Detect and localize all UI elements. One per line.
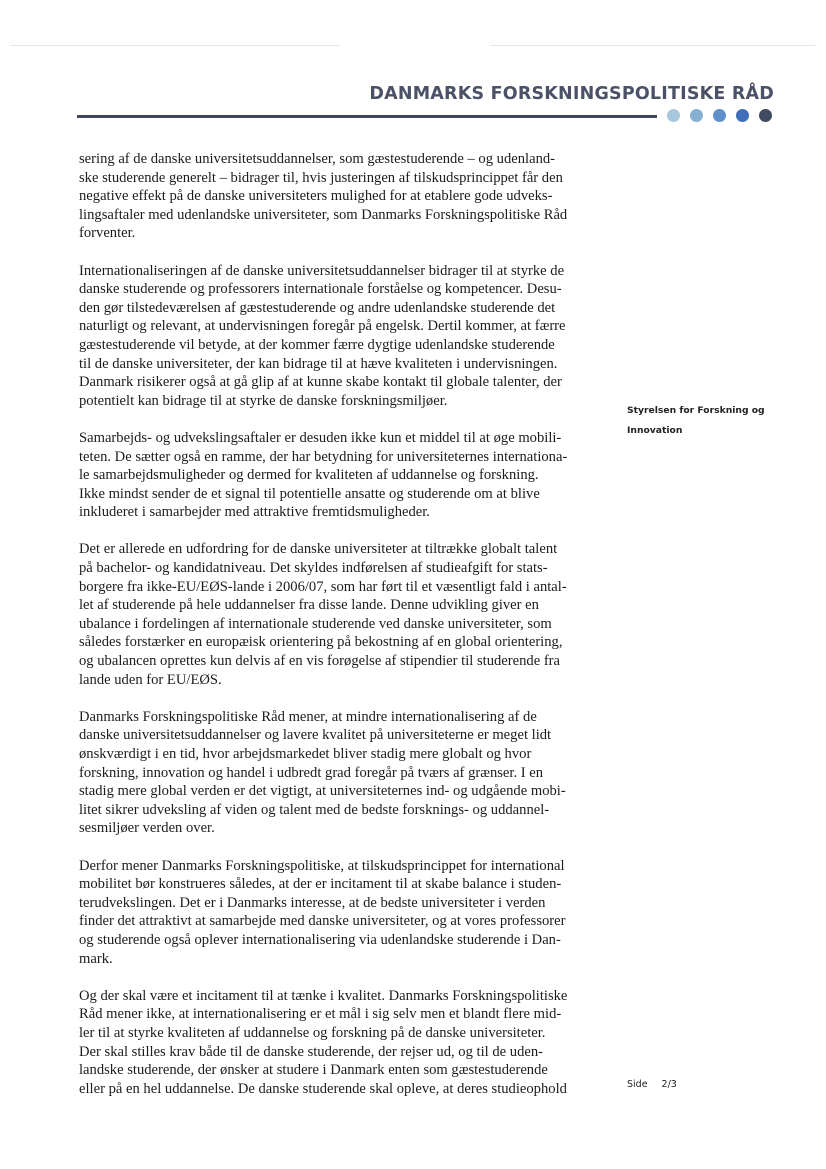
text-line: danske universitetsuddannelser og lavere kvalitet på universiteterne er meget lidt (79, 727, 552, 744)
text-line: eller på en hel uddannelse. De danske studerende skal opleve, at deres studieophold (79, 1080, 567, 1097)
page-number (627, 1079, 677, 1090)
sender-line: Innovation (627, 425, 683, 436)
text-line: danske studerende og professorers internationale forståelse og kompetencer. Desu- (79, 281, 562, 298)
text-line: Derfor mener Danmarks Forskningspolitiske, at tilskudsprincippet for international (79, 857, 565, 874)
text-line: Råd mener ikke, at internationalisering er et mål i sig selv men et blandt flere mid- (79, 1006, 562, 1023)
text-line: borgere fra ikke-EU/EØS-lande i 2006/07, som har ført til et væsentligt fald i antal- (79, 578, 567, 595)
text-line: terudvekslingen. Det er i Danmarks interesse, at de bedste universiteter i verden (79, 894, 546, 911)
text-line: lande uden for EU/EØS. (79, 671, 222, 688)
text-line: Samarbejds- og udvekslingsaftaler er desuden ikke kun et middel til at øge mobili- (79, 429, 562, 446)
text-line: negative effekt på de danske universiteters mulighed for at etablere gode udveks- (79, 188, 553, 205)
paragraph (79, 857, 599, 969)
organization-title: DANMARKS FORSKNINGSPOLITISKE RÅD (369, 84, 774, 104)
text-line: Danmarks Forskningspolitiske Råd mener, at mindre internationalisering af de (79, 708, 537, 725)
paragraph (79, 708, 599, 838)
text-line: således forstærker en europæisk orientering på bekostning af en global orientering, (79, 634, 563, 651)
text-line: mark. (79, 950, 113, 967)
letter-body (79, 150, 599, 1117)
text-line: ler til at styrke kvaliteten af uddannelse og forskning på de danske universiteter. (79, 1024, 546, 1041)
text-line: sering af de danske universitetsuddannelser, som gæstestuderende – og udenland- (79, 151, 556, 167)
header-rule (77, 115, 657, 118)
text-line: stadig mere global verden er det vigtigt, at universiteternes ind- og udgående mobi- (79, 783, 566, 800)
text-line: og studerende også oplever internationalisering via udenlandske studerende i Dan- (79, 931, 561, 948)
sender-block (627, 401, 787, 441)
text-line: Ikke mindst sender de et signal til potentielle ansatte og studerende om at blive (79, 485, 540, 502)
text-line: mobilitet bør konstrueres således, at der er incitament til at skabe balance i studen- (79, 876, 562, 893)
text-line: finder det attraktivt at samarbejde med danske universiteter, og at vores professorer (79, 913, 566, 930)
text-line: på bachelor- og kandidatniveau. Det skyldes indførelsen af studieafgift for stats- (79, 560, 548, 577)
text-line: Det er allerede en udfordring for de danske universiteter at tiltrække globalt talent (79, 541, 558, 558)
text-line: og ubalancen oprettes kun delvis af en vis forøgelse af stipendier til studerende fra (79, 653, 561, 670)
header-dot-5 (759, 109, 772, 122)
text-line: Der skal stilles krav både til de danske studerende, der rejser ud, og til de uden- (79, 1043, 544, 1060)
text-line: landske studerende, der ønsker at studere i Danmark enten som gæstestuderende (79, 1062, 548, 1079)
text-line: forventer. (79, 225, 136, 242)
text-line: forskning, innovation og handel i udbredt grad foregår på tværs af grænser. I en (79, 764, 544, 781)
text-line: den gør tilstedeværelsen af gæstestuderende og andre udenlandske studerende det (79, 299, 556, 316)
paragraph (79, 150, 599, 243)
text-line: ske studerende generelt – bidrager til, hvis justeringen af tilskudsprincippet får den (79, 169, 563, 186)
paragraph (79, 540, 599, 689)
text-line: ønskværdigt i en tid, hvor arbejdsmarkedet bliver stadig mere globalt og hvor (79, 746, 532, 762)
text-line: Og der skal være et incitament til at tænke i kvalitet. Danmarks Forskningspolitiske (79, 987, 568, 1004)
text-line: ubalance i fordelingen af internationale studerende ved danske universiteter, som (79, 615, 552, 632)
text-line: naturligt og relevant, at undervisningen foregår på engelsk. Dertil kommer, at færre (79, 318, 566, 335)
header-dot-4 (736, 109, 749, 122)
text-line: let af studerende på hele uddannelser fra disse lande. Denne udvikling giver en (79, 597, 539, 614)
page-number-value: 2/3 (661, 1079, 677, 1090)
text-line: Internationaliseringen af de danske universitetsuddannelser bidrager til at styrke de (79, 262, 565, 279)
text-line: inkluderet i samarbejder med attraktive fremtidsmuligheder. (79, 504, 430, 521)
text-line: til de danske universiteter, der kan bidrage til at hæve kvaliteten i undervisningen. (79, 355, 558, 372)
scan-line-right (490, 45, 815, 46)
scan-line-left (10, 45, 340, 46)
sender-line: Styrelsen for Forskning og (627, 405, 765, 416)
text-line: potentielt kan bidrage til at styrke de danske forskningsmiljøer. (79, 392, 448, 409)
paragraph (79, 987, 599, 1099)
header-dot-1 (667, 109, 680, 122)
header-dot-3 (713, 109, 726, 122)
text-line: Danmark risikerer også at gå glip af at kunne skabe kontakt til globale talenter, der (79, 374, 562, 391)
header-dot-2 (690, 109, 703, 122)
text-line: le samarbejdsmuligheder og dermed for kvaliteten af uddannelse og forskning. (79, 467, 539, 484)
text-line: teten. De sætter også en ramme, der har betydning for universiteternes internationa- (79, 448, 568, 465)
text-line: gæstestuderende vil betyde, at der kommer færre dygtige udenlandske studerende (79, 336, 555, 353)
page-label: Side (627, 1079, 648, 1090)
text-line: lingsaftaler med udenlandske universiteter, som Danmarks Forskningspolitiske Råd (79, 206, 568, 223)
paragraph (79, 429, 599, 522)
paragraph (79, 262, 599, 411)
text-line: litet sikrer udveksling af viden og talent med de bedste forsknings- og uddannel- (79, 801, 550, 818)
text-line: sesmiljøer verden over. (79, 820, 215, 837)
